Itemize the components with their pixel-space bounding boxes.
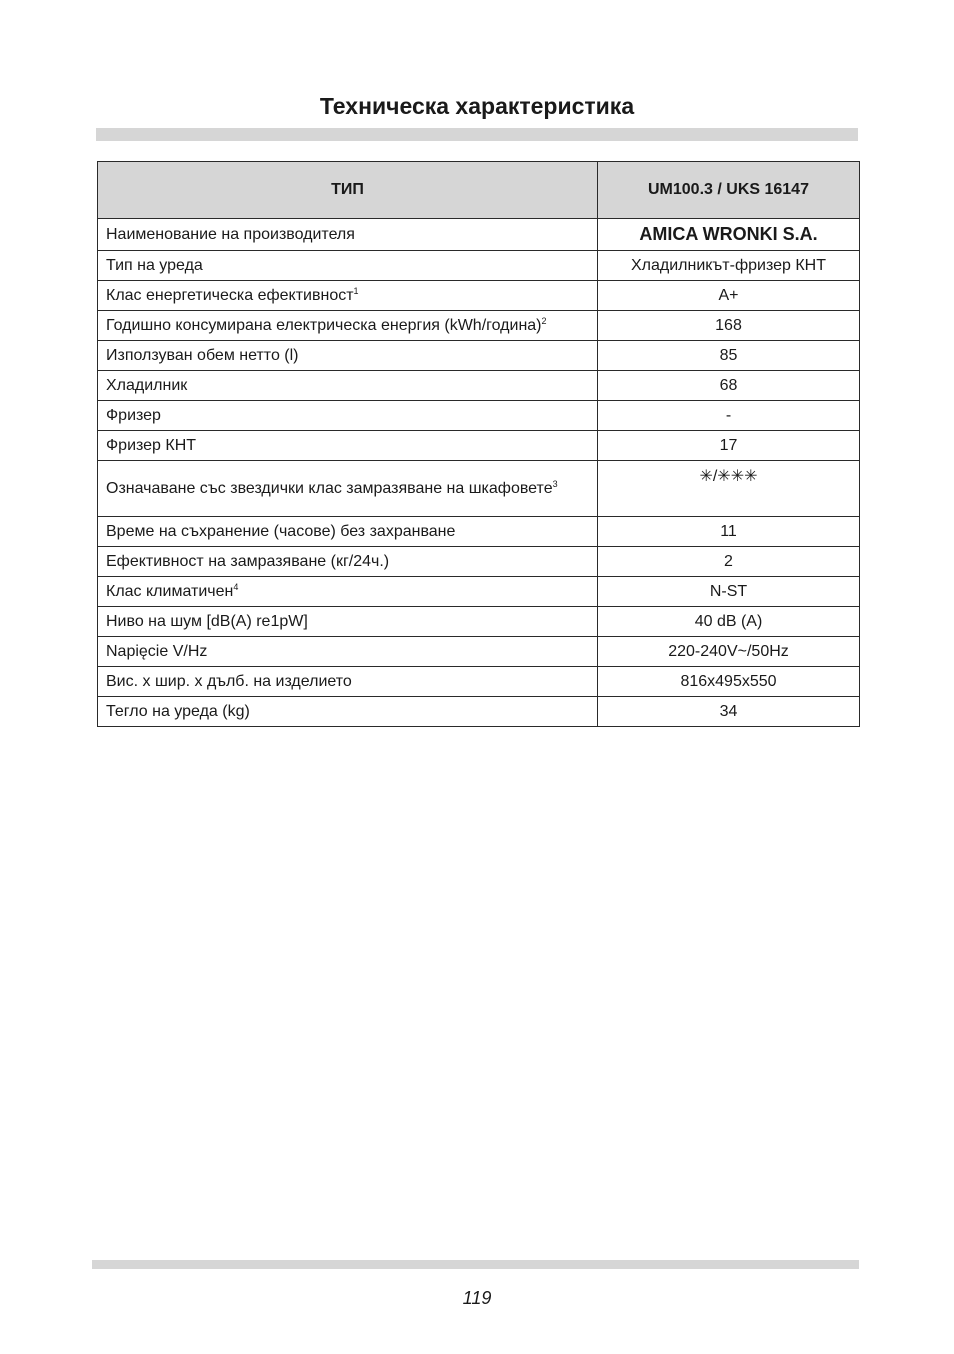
table-row — [98, 547, 860, 577]
row-value: N-ST — [598, 577, 860, 607]
row-value: - — [598, 401, 860, 431]
row-label: Фризер — [98, 401, 598, 431]
row-value: Хладилникът-фризер КНТ — [598, 251, 860, 281]
row-value: 17 — [598, 431, 860, 461]
row-value: A+ — [598, 281, 860, 311]
row-label: Клас климатичен$^4$ — [98, 577, 598, 607]
row-label: Вис. х шир. х дълб. на изделието — [98, 667, 598, 697]
freezer-star-rating: ✳/✳✳✳ — [598, 461, 860, 517]
table-row — [98, 219, 860, 251]
row-value: 220-240V~/50Hz — [598, 637, 860, 667]
table-row — [98, 401, 860, 431]
row-value: 68 — [598, 371, 860, 401]
header-divider-bar — [96, 128, 858, 141]
row-value: 168 — [598, 311, 860, 341]
table-row — [98, 577, 860, 607]
table-row — [98, 461, 860, 517]
table-row — [98, 371, 860, 401]
footer-divider-bar — [92, 1260, 859, 1269]
row-label: Тегло на уреда (kg) — [98, 697, 598, 727]
table-row — [98, 341, 860, 371]
row-value: 2 — [598, 547, 860, 577]
table-row — [98, 431, 860, 461]
header-type-cell: ТИП — [98, 162, 598, 219]
table-row — [98, 607, 860, 637]
row-label: Фризер КНТ — [98, 431, 598, 461]
table-row — [98, 251, 860, 281]
row-label: Клас енергетическа ефективност$^1$ — [98, 281, 598, 311]
row-label: Тип на уреда — [98, 251, 598, 281]
row-label: Годишно консумирана електрическа енергия (kWh/година)$^2$ — [98, 311, 598, 341]
table-row — [98, 637, 860, 667]
table-header-row — [98, 162, 860, 219]
header-model-cell: UM100.3 / UKS 16147 — [598, 162, 860, 219]
table-row — [98, 667, 860, 697]
row-label: Време на съхранение (часове) без захранване — [98, 517, 598, 547]
table-row — [98, 697, 860, 727]
row-label: Ниво на шум [dB(A) re1pW] — [98, 607, 598, 637]
table-row — [98, 517, 860, 547]
row-value: 34 — [598, 697, 860, 727]
table-row — [98, 311, 860, 341]
row-value: 816x495x550 — [598, 667, 860, 697]
row-value: AMICA WRONKI S.A. — [598, 219, 860, 251]
row-value: 11 — [598, 517, 860, 547]
row-label: Използуван обем нетто (l) — [98, 341, 598, 371]
page-title: Техническа характеристика — [319, 93, 635, 119]
spec-table — [97, 161, 860, 727]
table-row — [98, 281, 860, 311]
row-label: Означаване със звездички клас замразяване на шкафовете$^3$ — [98, 461, 598, 517]
page-number: 119 — [462, 1288, 492, 1308]
row-label: Napięcie V/Hz — [98, 637, 598, 667]
row-label: Наименование на производителя — [98, 219, 598, 251]
row-value: 85 — [598, 341, 860, 371]
row-label: Ефективност на замразяване (кг/24ч.) — [98, 547, 598, 577]
row-value: 40 dB (A) — [598, 607, 860, 637]
row-label: Хладилник — [98, 371, 598, 401]
